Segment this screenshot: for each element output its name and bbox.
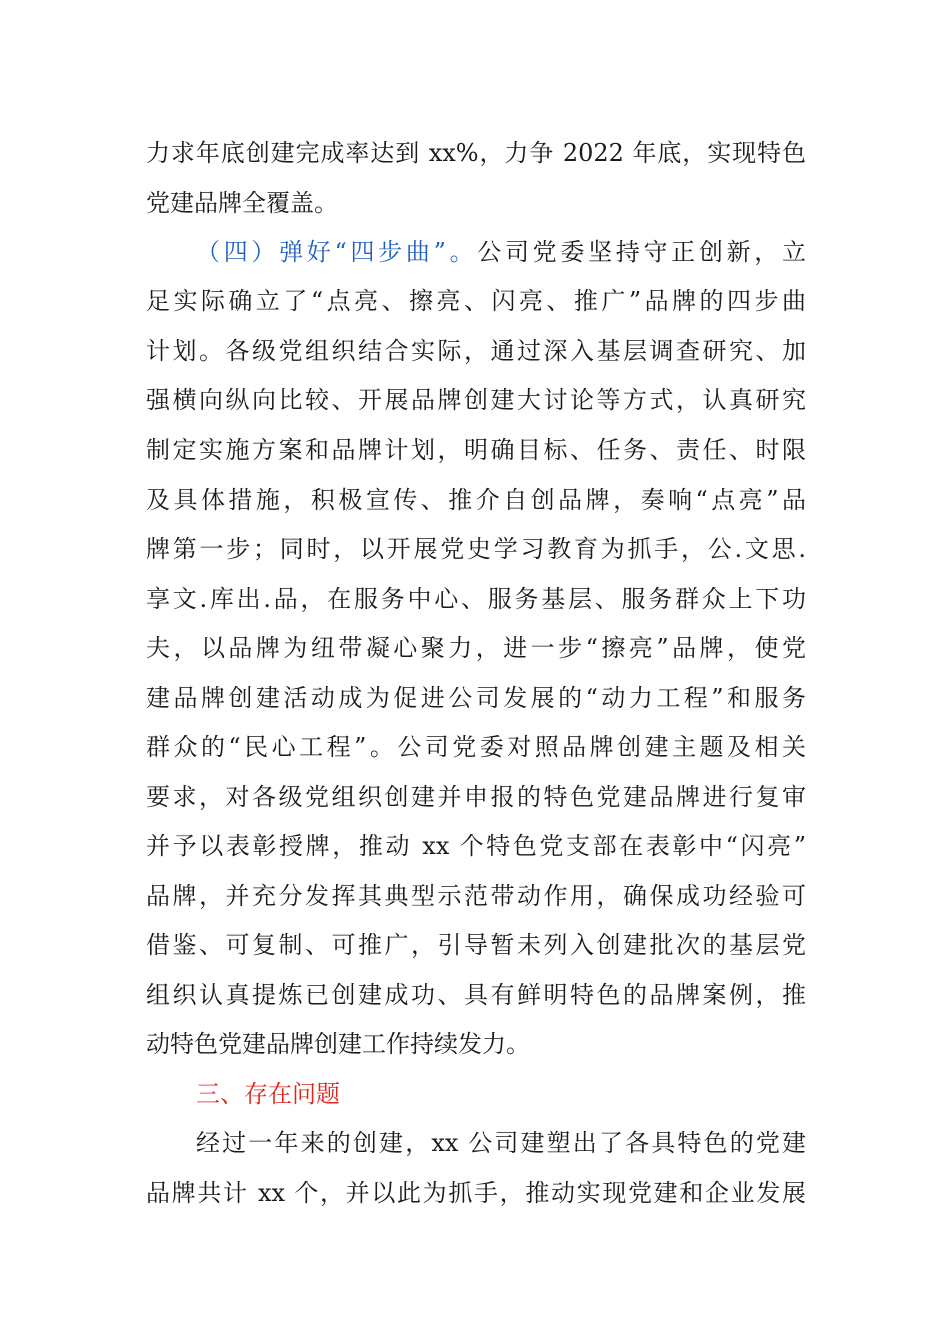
paragraph-line: 足实际确立了“点亮、擦亮、闪亮、推广”品牌的四步曲 [146,287,806,315]
paragraph-line: 要求，对各级党组织创建并申报的特色党建品牌进行复审 [146,783,806,811]
paragraph-line: 享文.库出.品，在服务中心、服务基层、服务群众上下功 [146,585,806,613]
section-four-heading: （四）弹好“四步曲”。 [196,238,478,266]
section-four-first-line-rest: 公司党委坚持守正创新，立 [477,238,806,266]
paragraph-line: 群众的“民心工程”。公司党委对照品牌创建主题及相关 [146,733,806,761]
paragraph-line: 夫，以品牌为纽带凝心聚力，进一步“擦亮”品牌，使党 [146,634,806,662]
paragraph-line: 党建品牌全覆盖。 [146,189,338,217]
paragraph-line: 计划。各级党组织结合实际，通过深入基层调查研究、加 [146,337,806,365]
paragraph-line: 经过一年来的创建，xx 公司建塑出了各具特色的党建 [196,1129,806,1157]
paragraph-line: 品牌共计 xx 个，并以此为抓手，推动实现党建和企业发展 [146,1179,806,1207]
paragraph-line: 动特色党建品牌创建工作持续发力。 [146,1030,530,1058]
paragraph-line: 借鉴、可复制、可推广，引导暂未列入创建批次的基层党 [146,931,806,959]
paragraph-line: 制定实施方案和品牌计划，明确目标、任务、责任、时限 [146,436,806,464]
paragraph-line: 组织认真提炼已创建成功、具有鲜明特色的品牌案例，推 [146,981,806,1009]
paragraph-line: 牌第一步；同时，以开展党史学习教育为抓手，公.文思. [146,535,806,563]
paragraph-line: 并予以表彰授牌，推动 xx 个特色党支部在表彰中“闪亮” [146,832,806,860]
paragraph-line: 强横向纵向比较、开展品牌创建大讨论等方式，认真研究 [146,386,806,414]
paragraph-line: 及具体措施，积极宣传、推介自创品牌，奏响“点亮”品 [146,486,806,514]
section-four-first-line [196,227,806,277]
paragraph-line: 品牌，并充分发挥其典型示范带动作用，确保成功经验可 [146,882,806,910]
section-three-heading: 三、存在问题 [196,1080,340,1108]
paragraph-line: 力求年底创建完成率达到 xx%，力争 2022 年底，实现特色 [146,139,806,167]
paragraph-line: 建品牌创建活动成为促进公司发展的“动力工程”和服务 [146,684,806,712]
